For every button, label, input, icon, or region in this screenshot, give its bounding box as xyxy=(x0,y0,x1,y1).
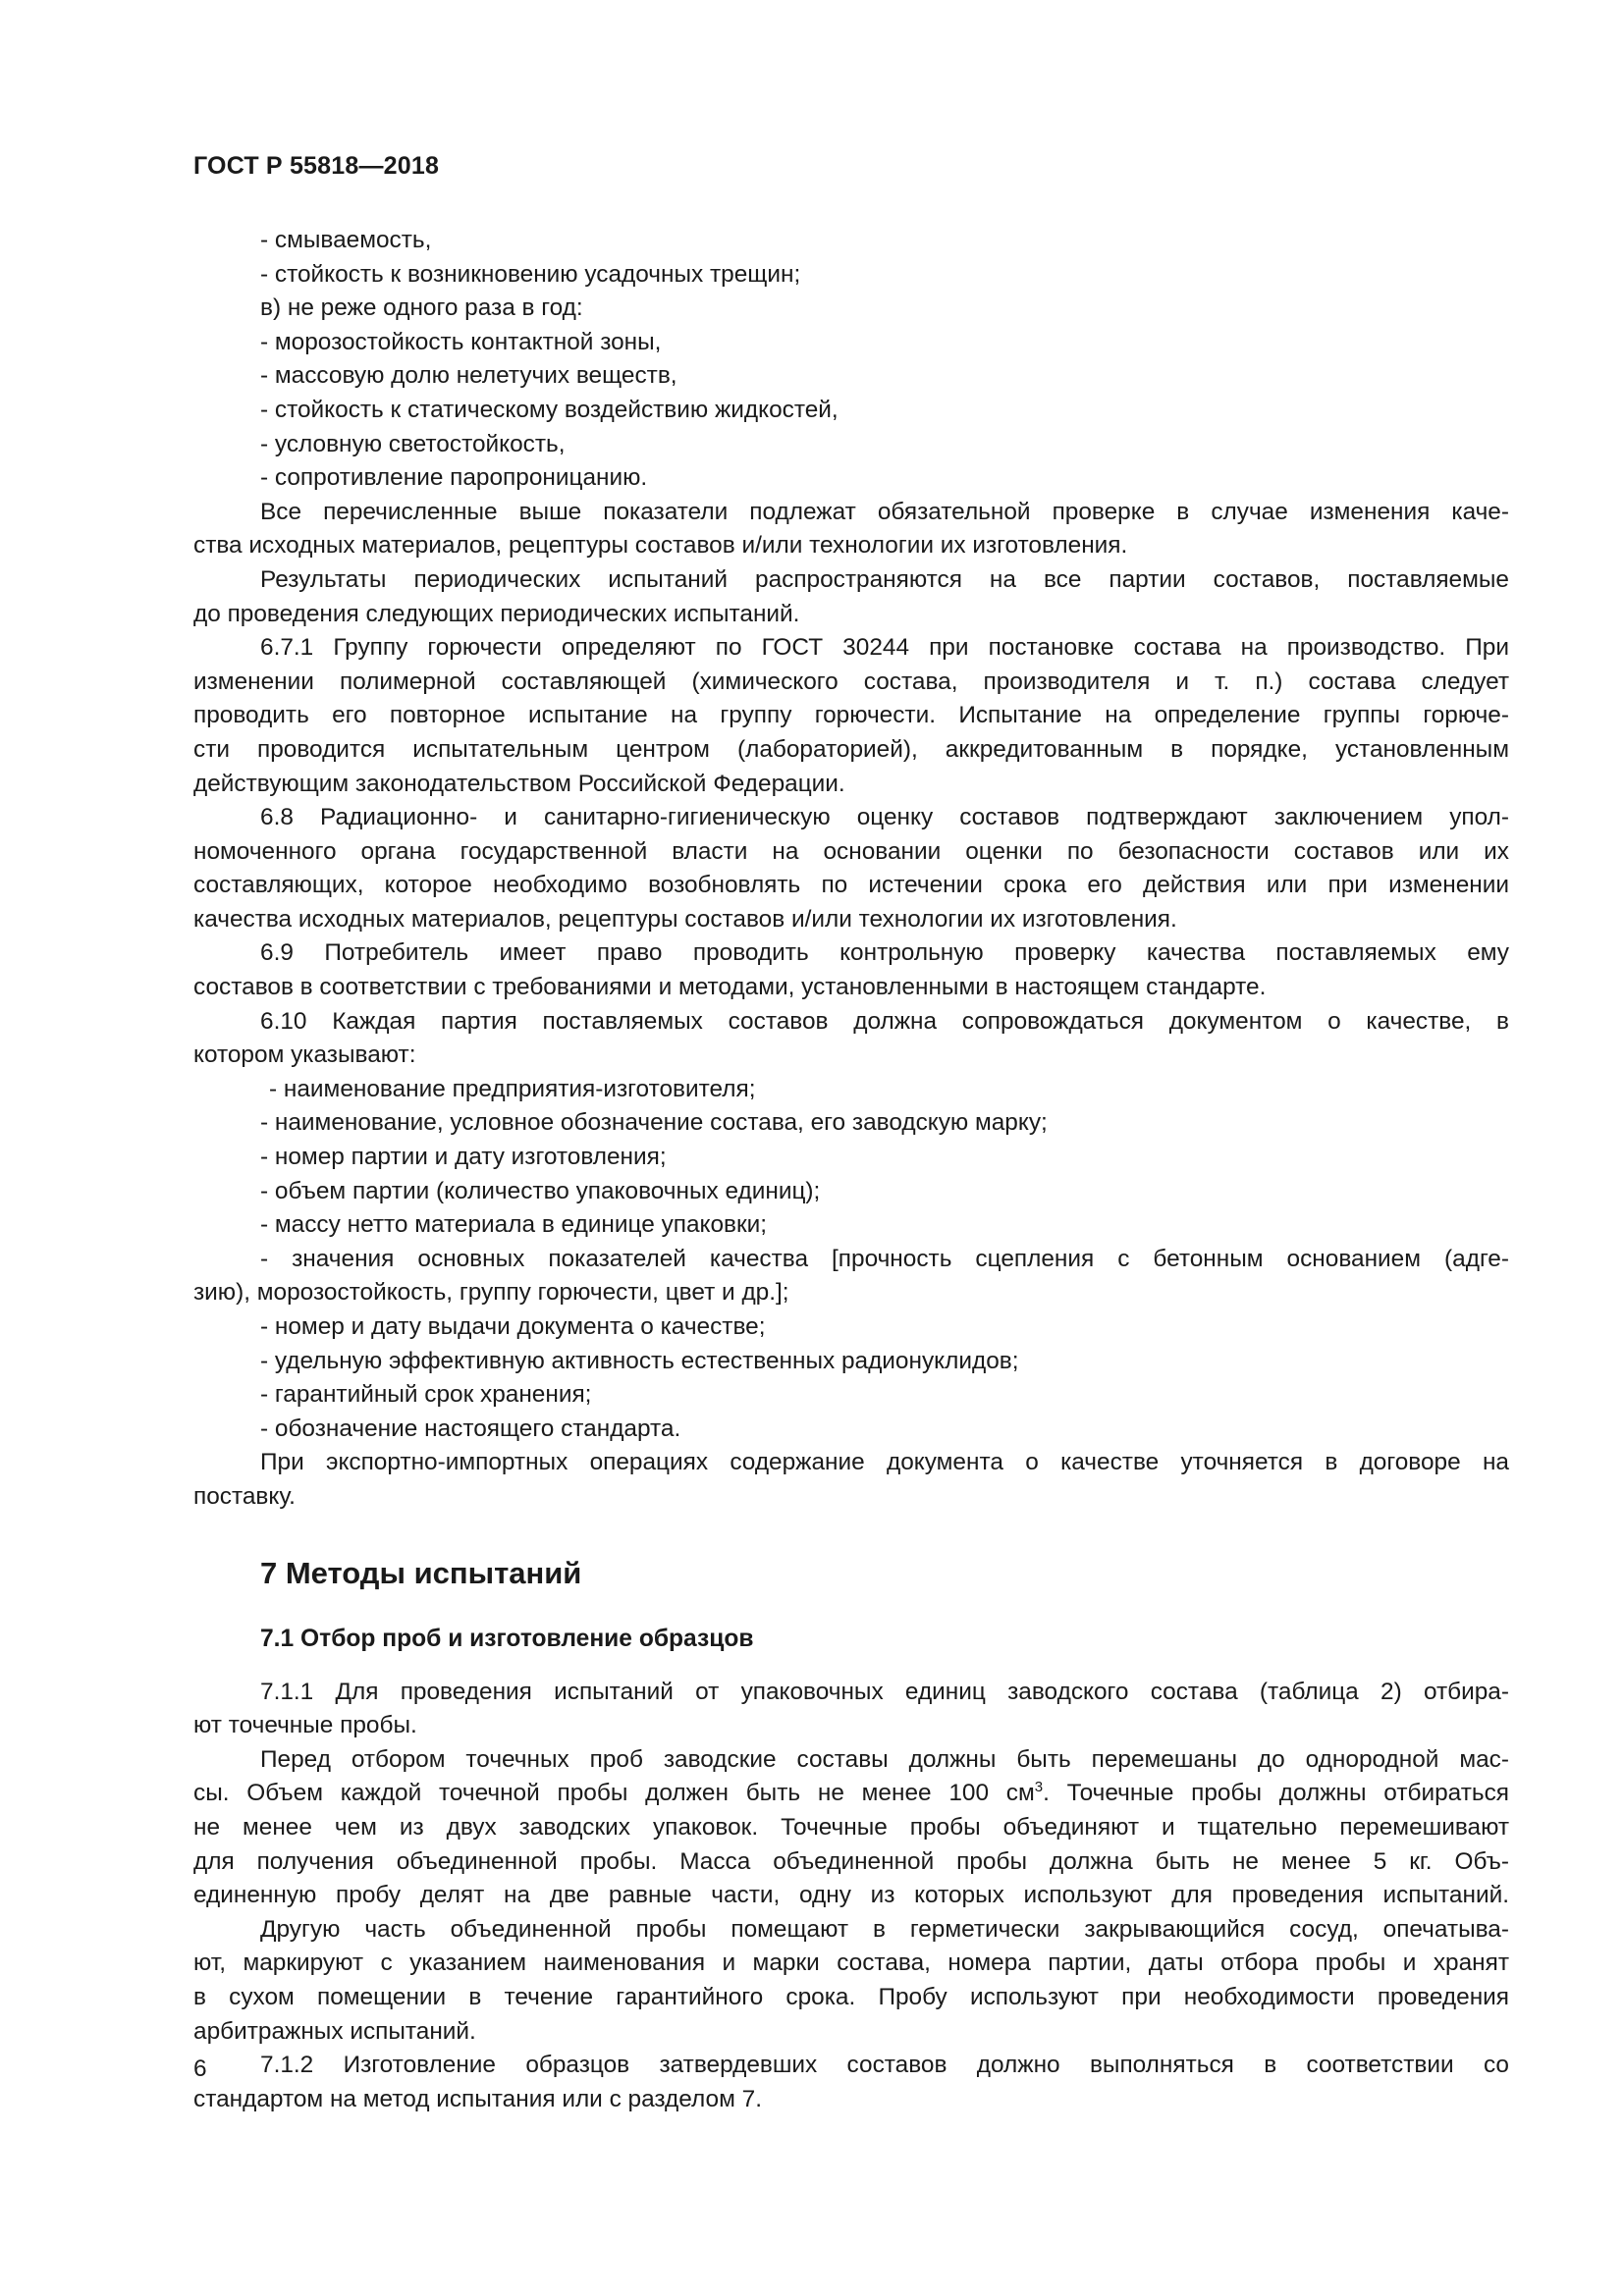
document-body xyxy=(193,224,1509,2116)
list-item: - объем партии (количество упаковочных единиц); xyxy=(260,1177,821,1204)
paragraph-line: до проведения следующих периодических испытаний. xyxy=(193,600,800,627)
list-item: - обозначение настоящего стандарта. xyxy=(260,1415,681,1442)
clause-7-1-1-line: ют точечные пробы. xyxy=(193,1712,417,1739)
list-item: - номер и дату выдачи документа о качестве; xyxy=(260,1313,766,1340)
list-item: - морозостойкость контактной зоны, xyxy=(260,328,662,355)
clause-6-10-line: котором указывают: xyxy=(193,1041,416,1069)
clause-6-9-line: составов в соответствии с требованиями и методами, установленными в настоящем стандарте. xyxy=(193,974,1267,1001)
clause-6-8-line: качества исходных материалов, рецептуры составов и/или технологии их изготовления. xyxy=(193,905,1177,933)
paragraph-line: Результаты периодических испытаний распространяются на все партии составов, поставляемые xyxy=(260,565,1509,593)
clause-6-7-1-line: 6.7.1 Группу горючести определяют по ГОСТ 30244 при постановке состава на производство. При xyxy=(260,634,1509,662)
text-run: . Точечные пробы должны отбираться xyxy=(1043,1780,1509,1807)
clause-6-7-1-line: сти проводится испытательным центром (лабораторией), аккредитованным в порядке, установленным xyxy=(193,735,1509,763)
list-item: - удельную эффективную активность естественных радионуклидов; xyxy=(260,1347,1019,1374)
paragraph-line: Все перечисленные выше показатели подлежат обязательной проверке в случае изменения каче- xyxy=(260,498,1509,525)
list-item: - наименование предприятия-изготовителя; xyxy=(269,1075,756,1102)
list-item: - наименование, условное обозначение состава, его заводскую марку; xyxy=(260,1109,1048,1137)
clause-7-1-1-line: 7.1.1 Для проведения испытаний от упаковочных единиц заводского состава (таблица 2) отбира- xyxy=(260,1678,1509,1705)
section-heading: 7 Методы испытаний xyxy=(260,1555,582,1590)
paragraph-line: Другую часть объединенной пробы помещают в герметически закрывающийся сосуд, опечатыва- xyxy=(260,1915,1509,1943)
text-run: сы. Объем каждой точечной пробы должен быть не менее 100 см xyxy=(193,1780,1035,1807)
list-item: - массу нетто материала в единице упаковки; xyxy=(260,1211,768,1239)
paragraph-line: единенную пробу делят на две равные части, одну из которых используют для проведения испытаний. xyxy=(193,1882,1509,1909)
list-item: - условную светостойкость, xyxy=(260,430,566,457)
paragraph-line: арбитражных испытаний. xyxy=(193,2017,476,2045)
superscript: 3 xyxy=(1034,1779,1044,1796)
page-number: 6 xyxy=(193,2056,207,2082)
clause-6-7-1-line: действующим законодательством Российской Федерации. xyxy=(193,770,845,797)
clause-6-10-line: 6.10 Каждая партия поставляемых составов должна сопровождаться документом о качестве, в xyxy=(260,1007,1509,1035)
clause-6-7-1-line: изменении полимерной составляющей (химического состава, производителя и т. п.) состава следует xyxy=(193,667,1509,695)
paragraph-line: ства исходных материалов, рецептуры составов и/или технологии их изготовления. xyxy=(193,532,1128,560)
paragraph-line: не менее чем из двух заводских упаковок. Точечные пробы объединяют и тщательно перемешивают xyxy=(193,1813,1509,1841)
clause-6-8-line: составляющих, которое необходимо возобновлять по истечении срока его действия или при изменении xyxy=(193,872,1509,899)
list-item: в) не реже одного раза в год: xyxy=(260,294,583,322)
clause-6-9-line: 6.9 Потребитель имеет право проводить контрольную проверку качества поставляемых ему xyxy=(260,939,1509,967)
list-item: - номер партии и дату изготовления; xyxy=(260,1144,667,1171)
clause-7-1-2-line: стандартом на метод испытания или с разделом 7. xyxy=(193,2085,763,2112)
list-item: - массовую долю нелетучих веществ, xyxy=(260,362,677,390)
document-header: ГОСТ Р 55818—2018 xyxy=(193,152,440,180)
list-item: - сопротивление паропроницанию. xyxy=(260,464,648,492)
clause-6-8-line: 6.8 Радиационно- и санитарно-гигиеническую оценку составов подтверждают заключением упол- xyxy=(260,804,1509,831)
paragraph-line: для получения объединенной пробы. Масса объединенной пробы должна быть не менее 5 кг. Объ- xyxy=(193,1847,1509,1875)
clause-7-1-2-line: 7.1.2 Изготовление образцов затвердевших составов должно выполняться в соответствии со xyxy=(260,2052,1509,2079)
list-item-continuation: зию), морозостойкость, группу горючести, цвет и др.]; xyxy=(193,1279,789,1307)
list-item: - гарантийный срок хранения; xyxy=(260,1381,592,1409)
paragraph-line: Перед отбором точечных проб заводские составы должны быть перемешаны до однородной мас- xyxy=(260,1745,1509,1773)
list-item: - стойкость к статическому воздействию жидкостей, xyxy=(260,396,839,423)
list-item: - значения основных показателей качества [прочность сцепления с бетонным основанием (адге- xyxy=(260,1245,1509,1272)
paragraph-line: поставку. xyxy=(193,1482,296,1510)
clause-6-8-line: номоченного органа государственной власти на основании оценки по безопасности составов или их xyxy=(193,837,1509,865)
paragraph-line xyxy=(193,1777,1509,1811)
clause-6-7-1-line: проводить его повторное испытание на группу горючести. Испытание на определение группы горюче- xyxy=(193,702,1509,729)
paragraph-line: При экспортно-импортных операциях содержание документа о качестве уточняется в договоре на xyxy=(260,1449,1509,1476)
subsection-heading: 7.1 Отбор проб и изготовление образцов xyxy=(260,1625,754,1652)
list-item: - смываемость, xyxy=(260,227,432,253)
paragraph-line: в сухом помещении в течение гарантийного срока. Пробу используют при необходимости проведения xyxy=(193,1983,1509,2010)
paragraph-line: ют, маркируют с указанием наименования и марки состава, номера партии, даты отбора пробы и хранят xyxy=(193,1949,1509,1977)
list-item: - стойкость к возникновению усадочных трещин; xyxy=(260,260,801,288)
